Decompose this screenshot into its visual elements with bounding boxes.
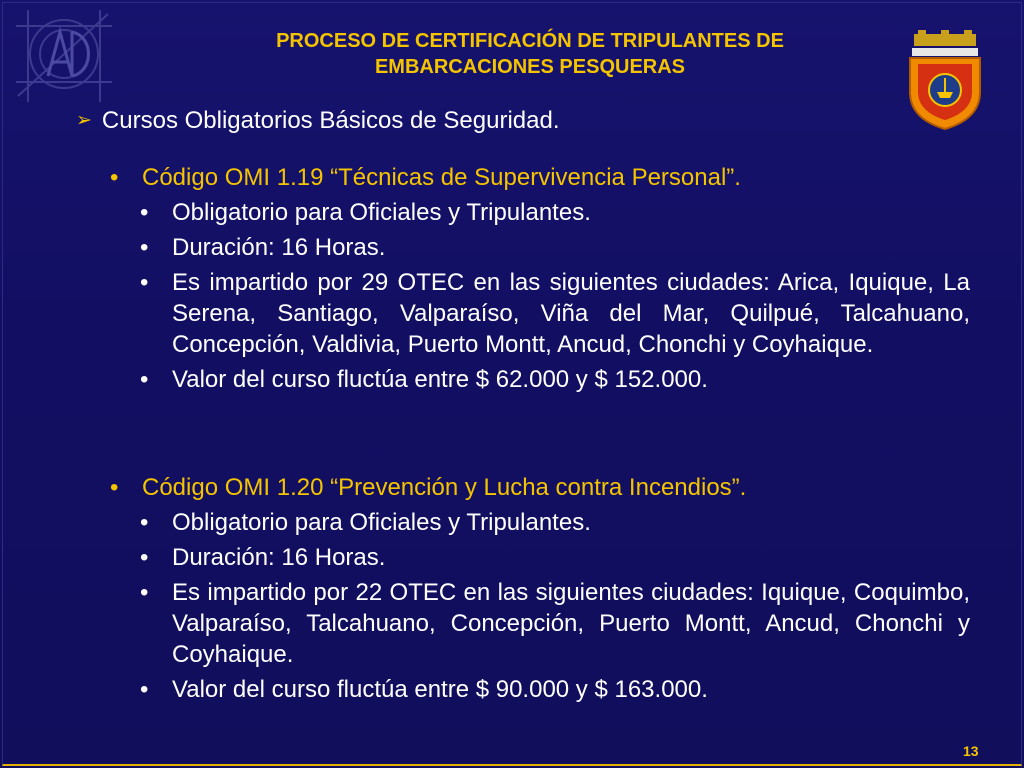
watermark-logo-icon: [8, 6, 120, 106]
section-heading: [76, 106, 560, 138]
list-item: [108, 364, 970, 395]
list-item: [108, 577, 970, 670]
course-section-omi-1-20: [108, 472, 970, 709]
course-heading-text: Código OMI 1.19 “Técnicas de Supervivencia Personal”.: [142, 164, 741, 191]
list-item-text: Valor del curso fluctúa entre $ 90.000 y $ 163.000.: [172, 676, 708, 703]
list-item: [108, 232, 970, 263]
list-item-text: Valor del curso fluctúa entre $ 62.000 y $ 152.000.: [172, 366, 708, 393]
list-item-text: Duración: 16 Horas.: [172, 234, 386, 261]
bullet-icon: •: [140, 269, 149, 296]
title-line-1: PROCESO DE CERTIFICACIÓN DE TRIPULANTES DE: [276, 30, 784, 52]
list-item-text: Obligatorio para Oficiales y Tripulantes.: [172, 199, 591, 226]
bullet-icon: •: [140, 579, 149, 606]
arrow-bullet-icon: ➢: [76, 110, 92, 131]
list-item-text: Es impartido por 22 OTEC en las siguientes ciudades: Iquique, Coquimbo, Valparaíso, Talcahuano, Concepción, Puerto Montt, Ancud, Chonchi y Coyhaique.: [172, 579, 970, 668]
course-heading: [108, 162, 970, 193]
bullet-icon: •: [140, 676, 149, 703]
list-item: [108, 542, 970, 573]
bullet-icon: •: [140, 366, 149, 393]
list-item-text: Duración: 16 Horas.: [172, 544, 386, 571]
course-heading-text: Código OMI 1.20 “Prevención y Lucha contra Incendios”.: [142, 474, 747, 501]
bullet-icon: •: [140, 199, 149, 226]
course-section-omi-1-19: [108, 162, 970, 399]
bullet-icon: •: [140, 509, 149, 536]
title-line-2: EMBARCACIONES PESQUERAS: [374, 56, 686, 78]
course-detail-list: [108, 507, 970, 705]
list-item-text: Obligatorio para Oficiales y Tripulantes.: [172, 509, 591, 536]
course-heading: [108, 472, 970, 503]
bullet-icon: •: [110, 164, 119, 191]
list-item: [108, 197, 970, 228]
bullet-icon: •: [140, 544, 149, 571]
list-item: [108, 507, 970, 538]
navy-crest-icon: [906, 30, 984, 130]
section-heading-text: Cursos Obligatorios Básicos de Seguridad.: [101, 107, 560, 134]
course-detail-list: [108, 197, 970, 395]
list-item-text: Es impartido por 29 OTEC en las siguientes ciudades: Arica, Iquique, La Serena, Santiago, Valparaíso, Viña del Mar, Quilpué, Talcahuano, Concepción, Valdivia, Puerto Montt, Ancud, Chonchi y Coyhaique.: [172, 269, 970, 358]
slide-title: [180, 28, 880, 80]
bullet-icon: •: [140, 234, 149, 261]
bullet-icon: •: [110, 474, 119, 501]
list-item: [108, 267, 970, 360]
list-item: [108, 674, 970, 705]
page-number: 13: [963, 743, 979, 759]
